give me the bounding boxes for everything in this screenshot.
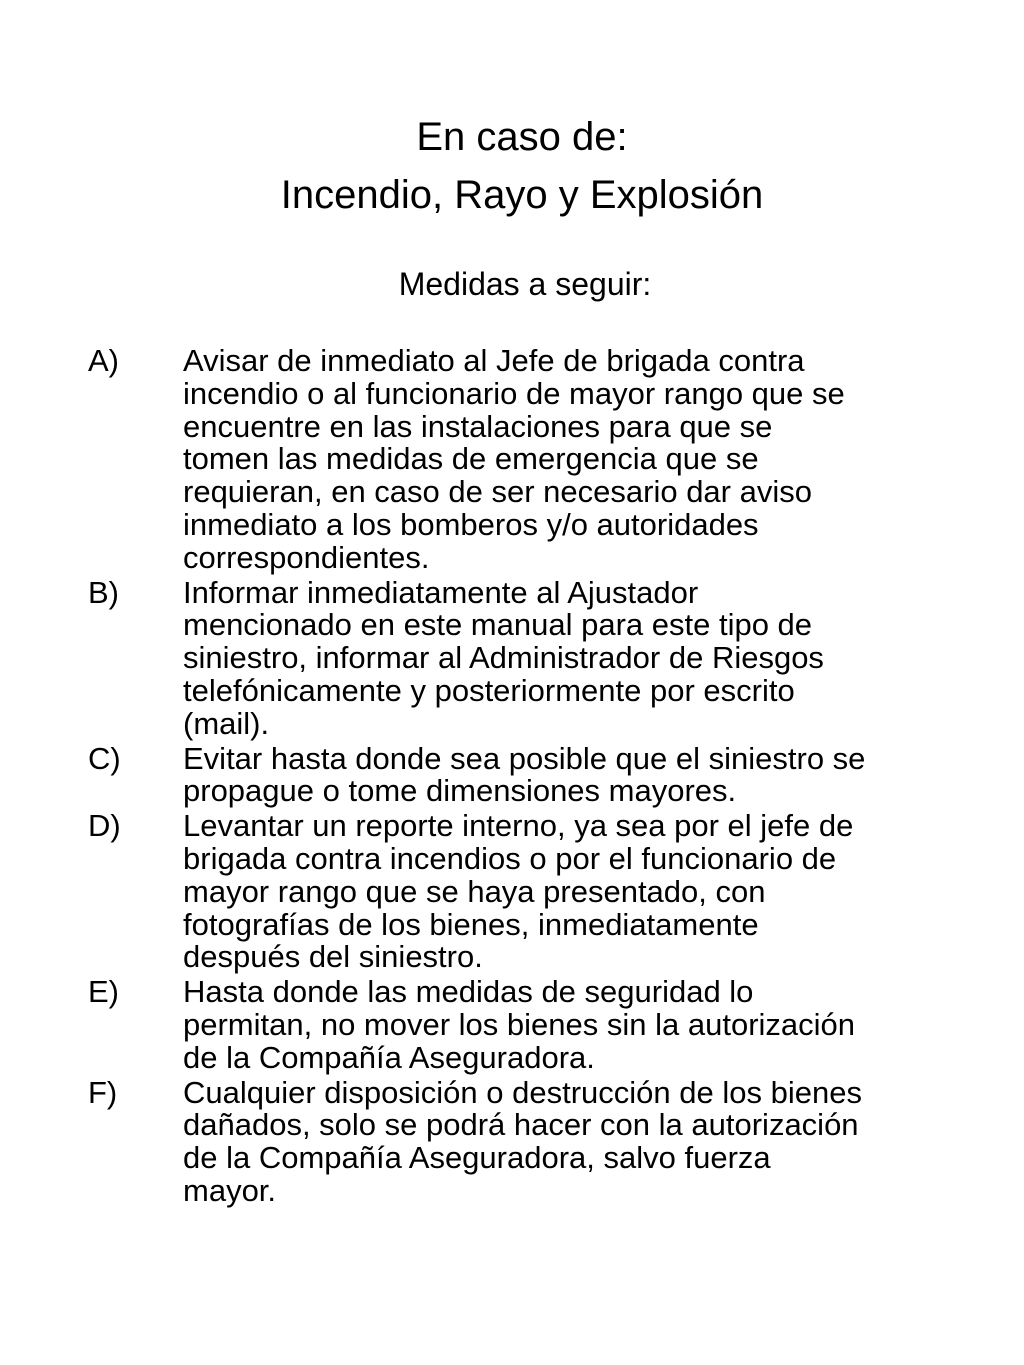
list-item-line: correspondientes. [183, 539, 430, 575]
list-item-line: tomen las medidas de emergencia que se [183, 441, 759, 477]
list-item-line: fotografías de los bienes, inmediatamente [183, 906, 759, 942]
list-item-line: mayor. [183, 1172, 277, 1208]
list-item [88, 810, 988, 974]
list-item-line: dañados, solo se podrá hacer con la autorización [183, 1107, 859, 1143]
list-item-text [183, 810, 988, 974]
list-item-text [183, 1074, 988, 1208]
list-item-text [183, 345, 988, 575]
list-item-text [183, 976, 988, 1074]
title-line-1: En caso de: [416, 115, 628, 159]
list-item-line: de la Compañía Aseguradora. [183, 1039, 595, 1075]
list-item-line: (mail). [183, 705, 270, 741]
list-item-text [183, 740, 988, 809]
page-title [0, 108, 1024, 224]
list-item-line: Levantar un reporte interno, ya sea por el jefe de [183, 808, 854, 844]
list-item-line: Hasta donde las medidas de seguridad lo [183, 974, 754, 1010]
list-item-line: brigada contra incendios o por el funcionario de [183, 840, 837, 876]
list-item-line: siniestro, informar al Administrador de Riesgos [183, 640, 824, 676]
list-item-line: mayor rango que se haya presentado, con [183, 873, 766, 909]
list-item-line: Evitar hasta donde sea posible que el siniestro se [183, 740, 866, 776]
subtitle: Medidas a seguir: [398, 266, 652, 302]
title-line-2: Incendio, Rayo y Explosión [280, 173, 764, 217]
list-item-line: Cualquier disposición o destrucción de los bienes [183, 1074, 862, 1110]
list-item-text [183, 574, 988, 741]
list-item-line: Avisar de inmediato al Jefe de brigada contra [183, 343, 805, 378]
list-item-marker: E) [88, 974, 119, 1010]
list-item [88, 1074, 988, 1208]
list-item-line: mencionado en este manual para este tipo de [183, 607, 813, 643]
list-item-line: permitan, no mover los bienes sin la autorización [183, 1006, 856, 1042]
list-item-line: encuentre en las instalaciones para que se [183, 408, 773, 444]
list-item-line: requieran, en caso de ser necesario dar aviso [183, 474, 812, 510]
list-item [88, 976, 988, 1074]
list-item-marker: A) [88, 343, 119, 378]
list-item-line: Informar inmediatamente al Ajustador [183, 574, 699, 610]
list-item-marker: C) [88, 740, 121, 776]
list-item-marker: D) [88, 808, 121, 844]
measures-list [88, 345, 988, 1210]
list-item-marker: F) [88, 1074, 118, 1110]
list-item-line: incendio o al funcionario de mayor rango que se [183, 375, 845, 411]
list-item-line: después del siniestro. [183, 939, 483, 975]
list-item-line: de la Compañía Aseguradora, salvo fuerza [183, 1140, 771, 1176]
list-item-line: inmediato a los bomberos y/o autoridades [183, 506, 759, 542]
list-item [88, 345, 988, 575]
list-item [88, 574, 988, 741]
list-item-marker: B) [88, 574, 119, 610]
list-item-line: propague o tome dimensiones mayores. [183, 773, 737, 809]
list-item-line: telefónicamente y posteriormente por escrito [183, 672, 795, 708]
list-item [88, 740, 988, 809]
